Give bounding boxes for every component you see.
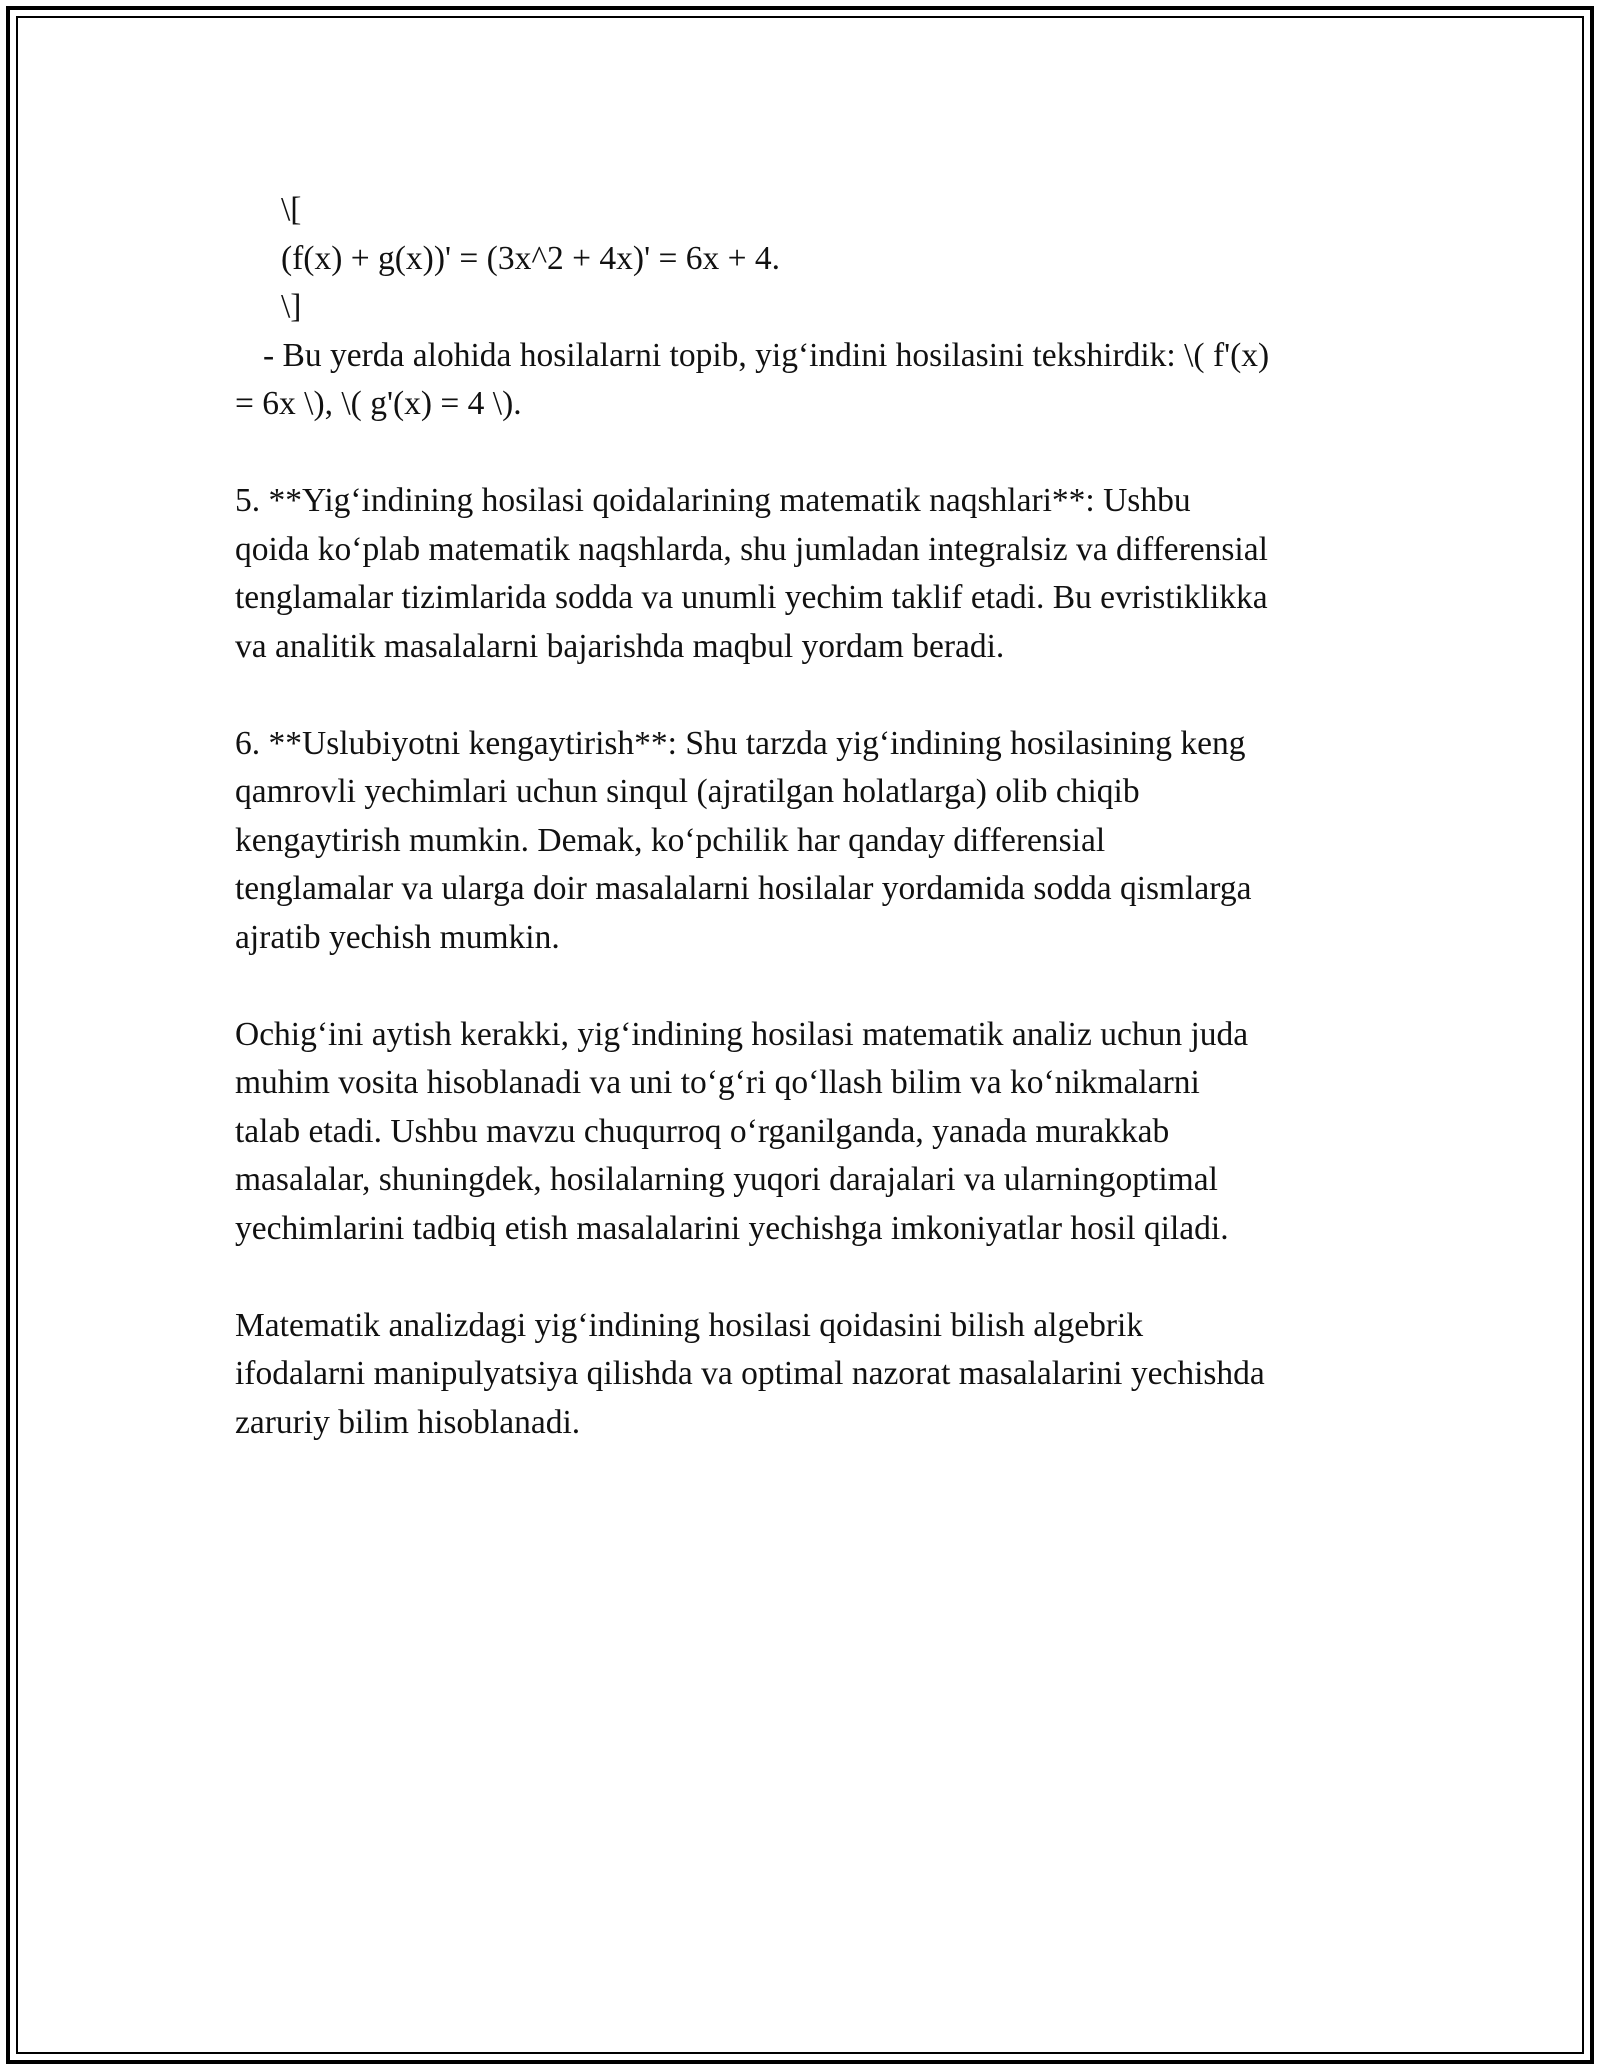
math-block [235,186,1375,332]
item6-line: 6. **Uslubiyotni kengaytirish**: Shu tarzda yig‘indining hosilasining keng [235,724,1246,762]
math-equation: (f(x) + g(x))' = (3x^2 + 4x)' = 6x + 4. [281,239,781,277]
final-line: ifodalarni manipulyatsiya qilishda va optimal nazorat masalalarini yechishda [235,1355,1265,1392]
conclusion-line: yechimlarini tadbiq etish masalalarini yechishga imkoniyatlar hosil qiladi. [235,1209,1229,1247]
item6-line: tenglamalar va ularga doir masalalarni hosilalar yordamida sodda qismlarga [235,870,1252,907]
conclusion-line: masalalar, shuningdek, hosilalarning yuqori darajalari va ularningoptimal [235,1161,1218,1198]
bullet-line-2: = 6x \), \( g'(x) = 4 \). [235,385,522,422]
item5-line: va analitik masalalarni bajarishda maqbul yordam beradi. [235,627,1005,665]
conclusion-line: talab etadi. Ushbu mavzu chuqurroq o‘rganilganda, yanada murakkab [235,1112,1170,1150]
item5-line: tenglamalar tizimlarida sodda va unumli yechim taklif etadi. Bu evristiklikka [235,579,1268,616]
conclusion-line: Ochig‘ini aytish kerakki, yig‘indining hosilasi matematik analiz uchun juda [235,1015,1249,1053]
list-item-5 [235,477,1375,671]
final-line: Matematik analizdagi yig‘indining hosilasi qoidasini bilish algebrik [235,1306,1144,1344]
conclusion-paragraph [235,1011,1375,1254]
item6-line: kengaytirish mumkin. Demak, ko‘pchilik har qanday differensial [235,821,1106,859]
list-item-6 [235,720,1375,963]
item5-line: 5. **Yig‘indining hosilasi qoidalarining matematik naqshlari**: Ushbu [235,482,1191,519]
item6-line: qamrovli yechimlari uchun sinqul (ajratilgan holatlarga) olib chiqib [235,773,1140,810]
conclusion-line: muhim vosita hisoblanadi va uni to‘g‘ri qo‘llash bilim va ko‘nikmalarni [235,1064,1200,1101]
bullet-line-1: - Bu yerda alohida hosilalarni topib, yig‘indini hosilasini tekshirdik: \( f'(x) [263,336,1270,374]
paragraph-gap [235,962,1375,1011]
item6-line: ajratib yechish mumkin. [235,918,560,956]
final-paragraph [235,1302,1375,1448]
bullet-note [235,332,1375,429]
paragraph-gap [235,1253,1375,1302]
math-open-delimiter: \[ [281,191,302,228]
document-body [235,186,1375,1447]
paragraph-gap [235,671,1375,720]
final-line: zaruriy bilim hisoblanadi. [235,1403,581,1441]
math-close-delimiter: \] [281,288,302,325]
item5-line: qoida ko‘plab matematik naqshlarda, shu jumladan integralsiz va differensial [235,530,1268,568]
paragraph-gap [235,429,1375,478]
